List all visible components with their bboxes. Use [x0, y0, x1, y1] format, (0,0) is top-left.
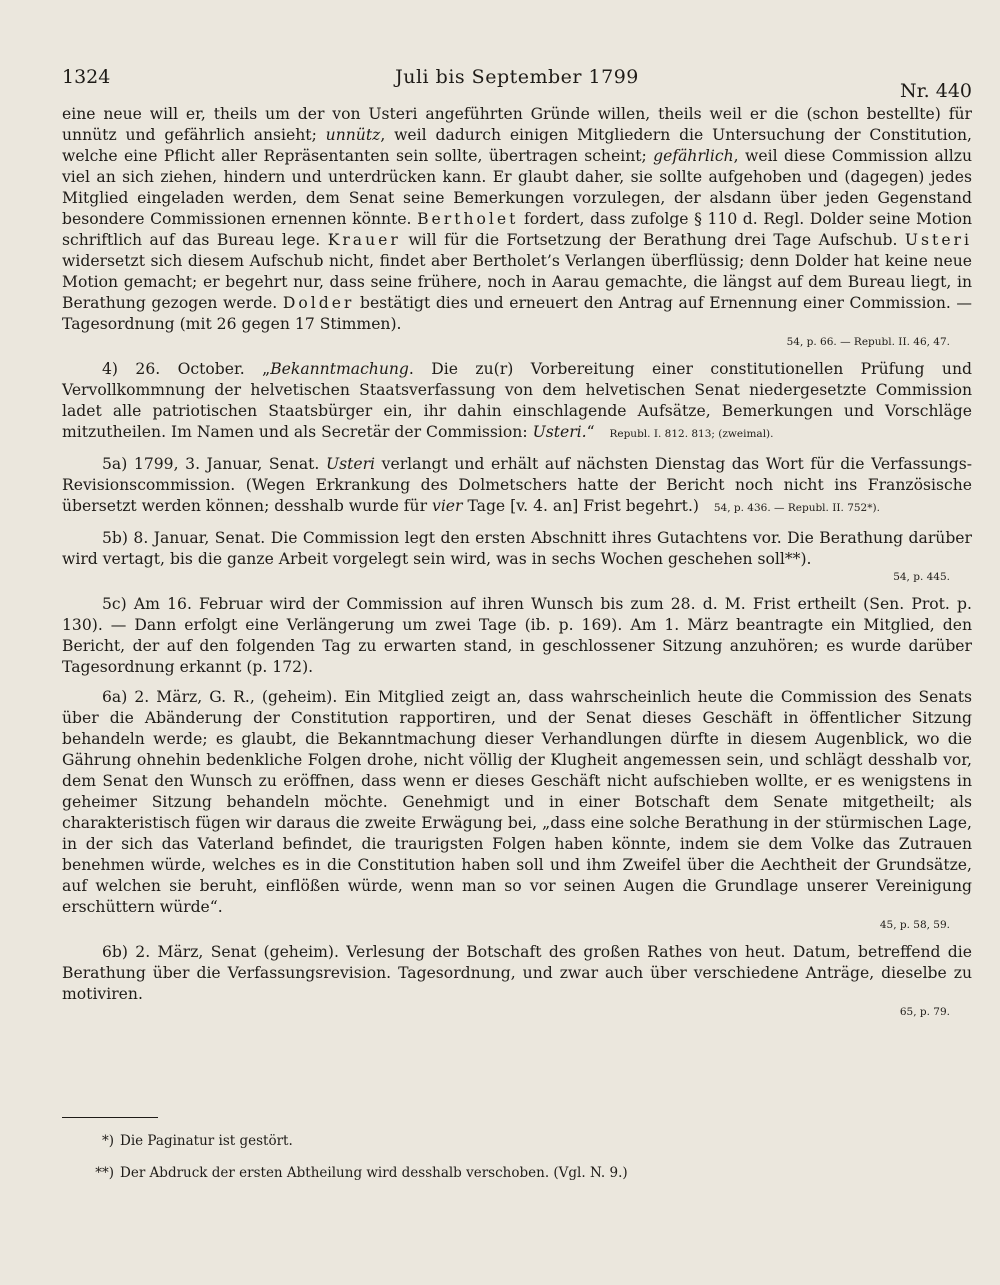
spaced-name: Usteri [904, 231, 972, 249]
spaced-name: Bertholet [417, 210, 519, 228]
paragraph-5c: 5c) Am 16. Februar wird der Commission auf ihren Wunsch bis zum 28. d. M. Frist ertheilt (Sen. Prot. p. 130). — Dann erfolgt eine Verlängerung um zwei Tage (ib. p. 169). Am 1. März beantragte ein Mitglied, den Bericht, der auf den folgenden Tag zu erwarten stand, in geschlossener Sitzung anzuhören; es wurde darüber Tagesordnung erkannt (p. 172). [62, 595, 972, 676]
paragraph-5b: 5b) 8. Januar, Senat. Die Commission legt den ersten Abschnitt ihres Gutachtens vor. Die Berathung darüber wird vertagt, bis die ganze Arbeit vorgelegt sein wird, was in sechs Wochen geschehen soll**). 54, p. 445. [62, 529, 972, 583]
footnote-rule [62, 1117, 158, 1118]
paragraph-continuation: eine neue will er, theils um der von Usteri angeführten Gründe willen, theils weil er die (schon bestellte) für unnütz und gefährlich ansieht; unnütz, weil dadurch einigen Mitgliedern die Untersuchung der Constitution, welche eine Pflicht aller Repräsentanten sein sollte, übertragen scheint; gefährlich, weil diese Commission allzu viel an sich ziehen, hindern und unterdrücken kann. Er glaubt daher, sie sollte aufgehoben und (dagegen) jedes Mitglied eingeladen werden, dem Senat seine Bemerkungen vorzulegen, der alsdann über jeden Gegenstand besondere Commissionen ernennen könnte. Bertholet fordert, dass zufolge § 110 d. Regl. Dolder seine Motion schriftlich auf das Bureau lege. Krauer will für die Fortsetzung der Berathung drei Tage Aufschub. Usteri widersetzt sich diesem Aufschub nicht, findet aber Bertholet’s Verlangen überflüssig; denn Dolder hat keine neue Motion gemacht; er begehrt nur, dass seine frühere, noch in Aarau gemachte, die längst auf dem Bureau liegt, in Berathung gezogen werde. Dolder bestätigt dies und erneuert den Antrag auf Ernennung einer Commission. — Tagesordnung (mit 26 gegen 17 Stimmen). 54, p. 66. — Republ. II. 46, 47. [62, 105, 972, 348]
paragraph-4: 4) 26. October. „Bekanntmachung. Die zu(r) Vorbereitung einer constitutionellen Prüfung und Vervollkommnung der helvetischen Staatsverfassung von dem helvetischen Senat niedergesetzte Commission ladet alle patriotischen Staatsbürger ein, ihr dahin einschlagende Aufsätze, Bemerkungen und Vorschläge mitzutheilen. Im Namen und als Secretär der Commission: Usteri.“ Republ. I. 812. 813; (zweimal). [62, 360, 972, 441]
spaced-name: Krauer [327, 231, 401, 249]
footnote-text: Der Abdruck der ersten Abtheilung wird desshalb verschoben. (Vgl. N. 9.) [120, 1165, 628, 1181]
paragraph-5a: 5a) 1799, 3. Januar, Senat. Usteri verlangt und erhält auf nächsten Dienstag das Wort für die Verfassungs-Revisionscommission. (Wegen Erkrankung des Dolmetschers hatte der Bericht noch nicht ins Französische übersetzt werden können; desshalb wurde für vier Tage [v. 4. an] Frist begehrt.) 54, p. 436. — Republ. II. 752*). [62, 455, 972, 515]
source-reference: Republ. I. 812. 813; (zweimal). [609, 428, 774, 440]
source-reference: 45, p. 58, 59. [879, 919, 950, 931]
spaced-name: Dolder [282, 294, 355, 312]
main-text [62, 104, 972, 1020]
page-number: 1324 [62, 66, 111, 88]
source-reference: 54, p. 436. — Republ. II. 752*). [713, 502, 880, 514]
page-header [62, 66, 972, 102]
document-number: Nr. 440 [900, 80, 972, 102]
source-reference: 54, p. 445. [893, 571, 950, 583]
paragraph-6a: 6a) 2. März, G. R., (geheim). Ein Mitglied zeigt an, dass wahrscheinlich heute die Commission des Senats über die Abänderung der Constitution rapportiren, und der Senat dieses Geschäft in öffentlicher Sitzung behandeln werde; es glaubt, die Bekanntmachung dieser Verhandlungen dürfte in diesem Augenblick, wo die Gährung ohnehin bedenkliche Folgen drohe, nicht völlig der Klugheit angemessen sein, und schlägt desshalb vor, dem Senat den Wunsch zu eröffnen, dass wenn er dieses Geschäft nicht aufschieben wollte, er es wenigstens in geheimer Sitzung behandeln möchte. Genehmigt und in einer Botschaft dem Senate mitgetheilt; als charakteristisch fügen wir daraus die zweite Erwägung bei, „dass eine solche Berathung in der stürmischen Lage, in der sich das Vaterland befindet, die traurigsten Folgen haben könnte, indem sie dem Volke das Zutrauen benehmen würde, welches es in die Constitution haben soll und ihm Zweifel über die Aechtheit der Grundsätze, auf welchen sie beruht, einflößen würde, wenn man so vor seinen Augen die Grundlage unserer Vereinigung erschüttern würde“. 45, p. 58, 59. [62, 688, 972, 931]
source-reference: 65, p. 79. [899, 1006, 950, 1018]
footnote-text: Die Paginatur ist gestört. [120, 1133, 293, 1149]
footnote-2 [62, 1163, 962, 1183]
footnote-1 [62, 1131, 962, 1151]
running-title: Juli bis September 1799 [395, 66, 639, 88]
paragraph-6b: 6b) 2. März, Senat (geheim). Verlesung der Botschaft des großen Rathes von heut. Datum, betreffend die Berathung über die Verfassungsrevision. Tagesordnung, und zwar auch über verschiedene Anträge, dieselbe zu motiviren. 65, p. 79. [62, 943, 972, 1018]
footnote-mark: *) [101, 1133, 114, 1149]
source-reference: 54, p. 66. — Republ. II. 46, 47. [786, 336, 950, 348]
footnote-mark: **) [95, 1165, 114, 1181]
